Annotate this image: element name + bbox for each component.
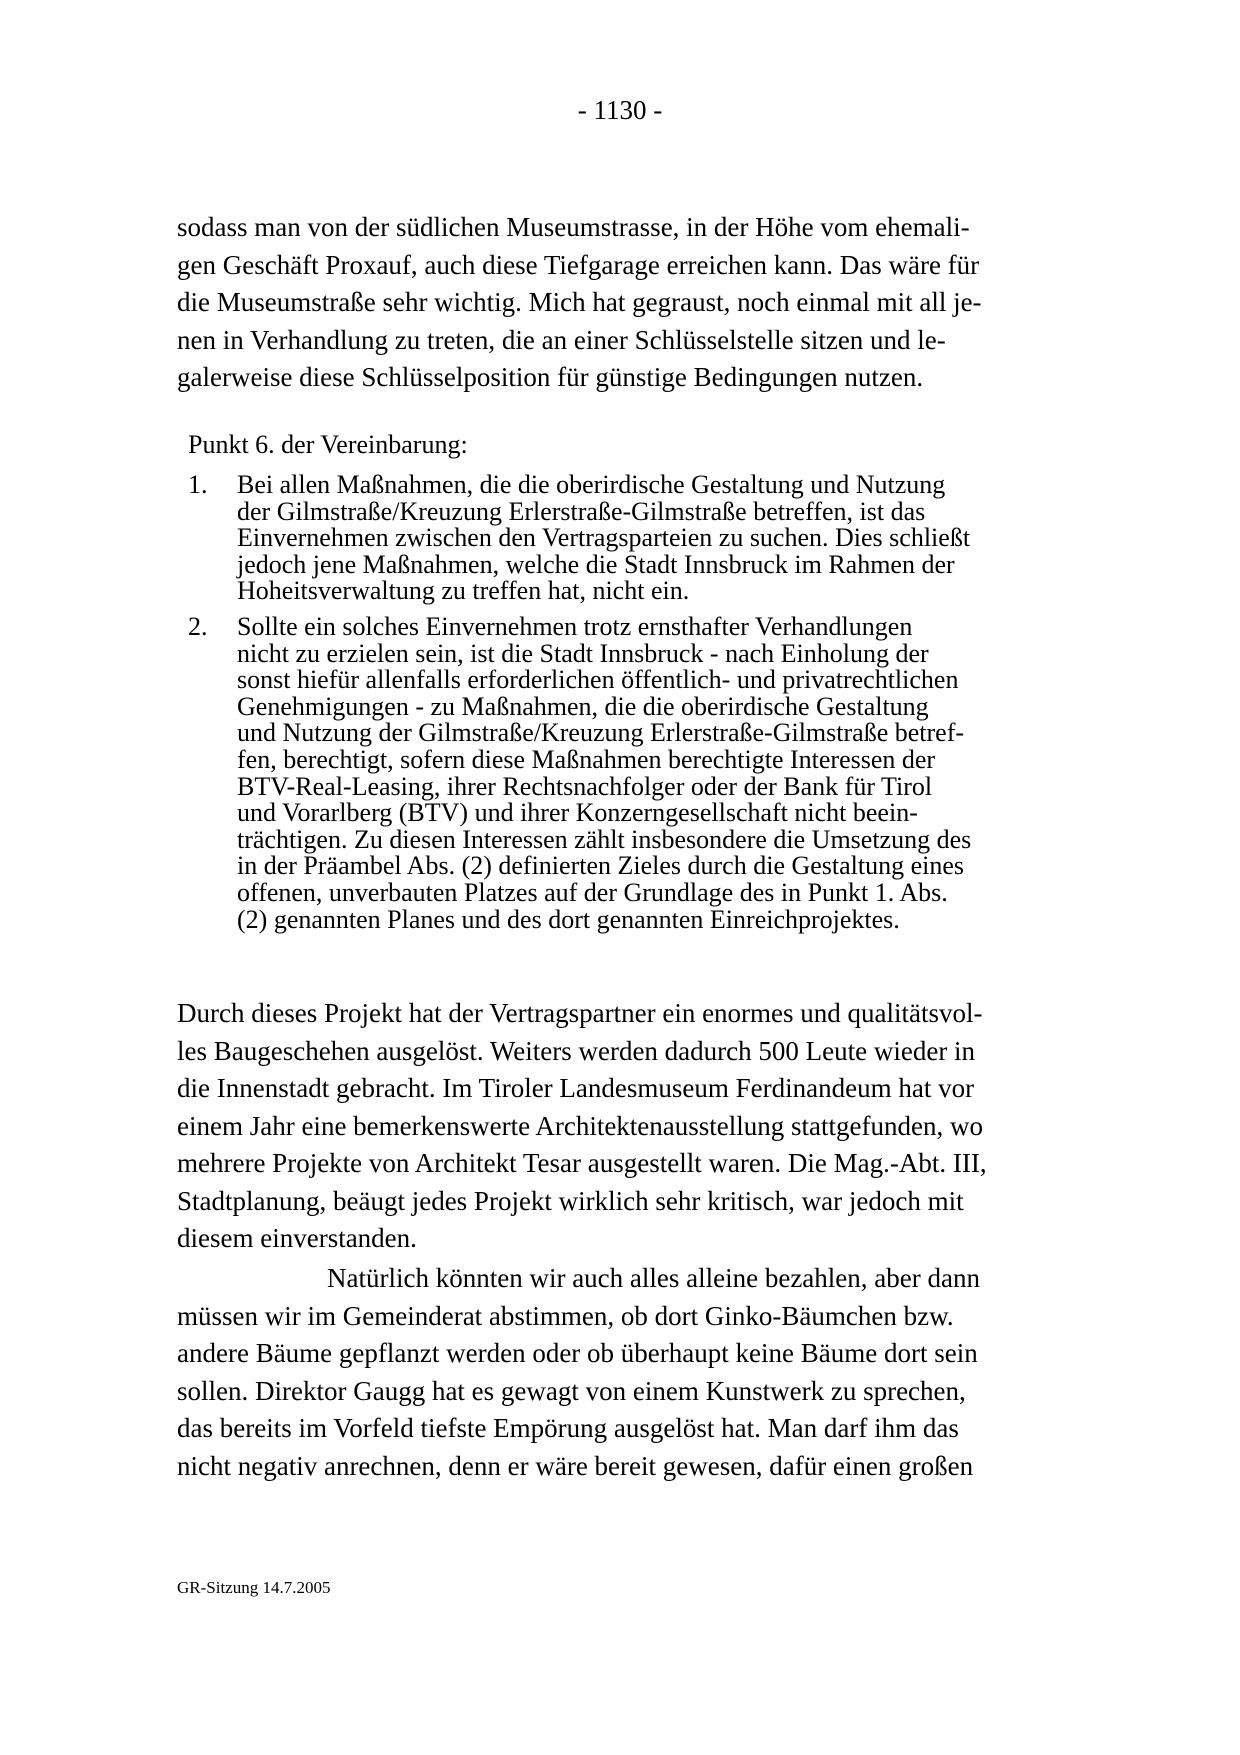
clause-number: 1. (188, 470, 208, 499)
text-line: jedoch jene Maßnahmen, welche die Stadt Innsbruck im Rahmen der (237, 549, 955, 579)
text-line: sonst hiefür allenfalls erforderlichen öffentlich- und privatrechtlichen (237, 665, 959, 695)
text-line: und Nutzung der Gilmstraße/Kreuzung Erlerstraße-Gilmstraße betref- (237, 718, 965, 748)
text-line: die Museumstraße sehr wichtig. Mich hat gegraust, noch einmal mit all je- (177, 287, 982, 317)
text-line: galerweise diese Schlüsselposition für günstige Bedingungen nutzen. (177, 362, 924, 392)
text-line: sollen. Direktor Gaugg hat es gewagt von einem Kunstwerk zu sprechen, (177, 1375, 966, 1406)
text-line: gen Geschäft Proxauf, auch diese Tiefgarage erreichen kann. Das wäre für (177, 249, 980, 280)
text-line: Bei allen Maßnahmen, die die oberirdische Gestaltung und Nutzung (237, 470, 946, 499)
text-line: in der Präambel Abs. (2) definierten Zieles durch die Gestaltung eines (237, 851, 965, 881)
text-line: diesem einverstanden. (177, 1223, 417, 1253)
text-line: trächtigen. Zu diesen Interessen zählt insbesondere die Umsetzung des (237, 824, 972, 854)
clause-item (188, 611, 1088, 934)
text-line: offenen, unverbauten Platzes auf der Grundlage des in Punkt 1. Abs. (237, 877, 948, 907)
clause-item (188, 472, 1088, 605)
text-line: Durch dieses Projekt hat der Vertragspartner ein enormes und qualitätsvol- (177, 998, 983, 1028)
footer-session-date: GR-Sitzung 14.7.2005 (177, 1578, 331, 1597)
text-line: Sollte ein solches Einvernehmen trotz ernsthafter Verhandlungen (237, 611, 913, 641)
text-line: Einvernehmen zwischen den Vertragsparteien zu suchen. Dies schließt (237, 523, 971, 553)
text-line: (2) genannten Planes und des dort genannten Einreichprojektes. (237, 904, 900, 934)
text-line: einem Jahr eine bemerkenswerte Architektenausstellung stattgefunden, wo (177, 1110, 983, 1141)
text-line: BTV-Real-Leasing, ihrer Rechtsnachfolger oder der Bank für Tirol (237, 771, 933, 801)
text-line: nicht negativ anrechnen, denn er wäre bereit gewesen, dafür einen großen (177, 1450, 974, 1481)
agreement-clause-list (188, 472, 1088, 942)
text-line: andere Bäume gepflanzt werden oder ob überhaupt keine Bäume dort sein (177, 1338, 978, 1368)
text-line: die Innenstadt gebracht. Im Tiroler Landesmuseum Ferdinandeum hat vor (177, 1073, 975, 1103)
text-line: der Gilmstraße/Kreuzung Erlerstraße-Gilmstraße betreffen, ist das (237, 496, 926, 526)
clause-number: 2. (188, 611, 208, 641)
page-number: - 1130 - (577, 95, 663, 125)
text-line: Natürlich könnten wir auch alles alleine bezahlen, aber dann (327, 1263, 980, 1293)
paragraph-trees (177, 1260, 1077, 1485)
text-line: Hoheitsverwaltung zu treffen hat, nicht ein. (237, 576, 690, 606)
text-line: les Baugeschehen ausgelöst. Weiters werden dadurch 500 Leute wieder in (177, 1035, 976, 1066)
paragraph-continuation (177, 209, 1077, 397)
text-line: fen, berechtigt, sofern diese Maßnahmen berechtigte Interessen der (237, 744, 936, 774)
paragraph-project (177, 995, 1077, 1258)
text-line: und Vorarlberg (BTV) und ihrer Konzerngesellschaft nicht beein- (237, 798, 918, 828)
text-line: Genehmigungen - zu Maßnahmen, die die oberirdische Gestaltung (237, 691, 929, 721)
text-line: nicht zu erzielen sein, ist die Stadt Innsbruck - nach Einholung der (237, 638, 929, 668)
text-line: das bereits im Vorfeld tiefste Empörung ausgelöst hat. Man darf ihm das (177, 1413, 959, 1443)
quote-heading: Punkt 6. der Vereinbarung: (188, 430, 468, 459)
text-line: nen in Verhandlung zu treten, die an einer Schlüsselstelle sitzen und le- (177, 324, 946, 355)
text-line: sodass man von der südlichen Museumstrasse, in der Höhe vom ehemali- (177, 212, 970, 242)
text-line: mehrere Projekte von Architekt Tesar ausgestellt waren. Die Mag.-Abt. III, (177, 1148, 987, 1178)
text-line: Stadtplanung, beäugt jedes Projekt wirklich sehr kritisch, war jedoch mit (177, 1185, 964, 1216)
text-line: müssen wir im Gemeinderat abstimmen, ob dort Ginko-Bäumchen bzw. (177, 1300, 954, 1331)
